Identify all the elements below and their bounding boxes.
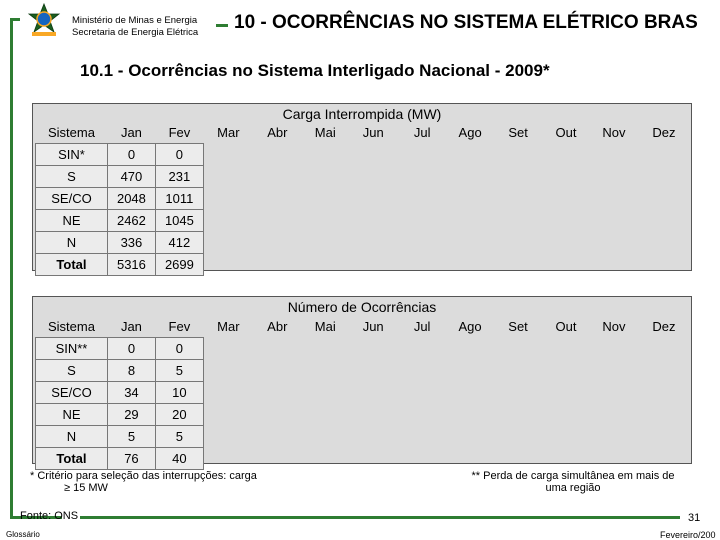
row-label: SE/CO [36, 382, 108, 404]
page-subtitle: 10.1 - Ocorrências no Sistema Interligado Nacional - 2009* [80, 61, 550, 80]
table-grid [35, 122, 689, 276]
cell-jan: 0 [107, 338, 155, 360]
col-header: Ago [458, 125, 482, 141]
table-row [36, 404, 690, 426]
footnote-line-1: ** Perda de carga simultânea em mais de [471, 470, 675, 482]
frame-line-top [10, 18, 20, 21]
cell-jan: 5316 [107, 254, 155, 276]
table-row [36, 188, 690, 210]
cell-fev: 5 [155, 360, 203, 382]
ministry-line-2: Secretaria de Energia Elétrica [72, 27, 199, 38]
row-label: NE [36, 404, 108, 426]
col-header: Jan [120, 319, 142, 334]
ministry-text [72, 15, 198, 39]
footnote-line-1: * Critério para seleção das interrupções: carga [30, 470, 257, 482]
col-header: Set [508, 125, 528, 141]
cell-jan: 34 [107, 382, 155, 404]
cell-jan: 2048 [107, 188, 155, 210]
cell-jan: 5 [107, 426, 155, 448]
table-row [36, 166, 690, 188]
cell-fev: 0 [155, 144, 203, 166]
table-numero-ocorrencias [32, 296, 692, 464]
col-header: Mar [217, 125, 240, 141]
row-label: S [36, 360, 108, 382]
row-label: N [36, 232, 108, 254]
row-label: N [36, 426, 108, 448]
cell-fev: 1045 [155, 210, 203, 232]
table-header-row [36, 122, 690, 144]
col-header: Out [555, 319, 577, 335]
col-header: Nov [602, 125, 626, 141]
page-title: 10 - OCORRÊNCIAS NO SISTEMA ELÉTRICO BRAS [234, 12, 698, 33]
cell-jan: 2462 [107, 210, 155, 232]
table-row [36, 360, 690, 382]
row-label: NE [36, 210, 108, 232]
table-grid [35, 316, 689, 470]
table-row-total [36, 448, 690, 470]
col-header: Jun [362, 319, 384, 335]
row-label: S [36, 166, 108, 188]
table-row-total [36, 254, 690, 276]
cell-fev: 412 [155, 232, 203, 254]
cell-jan: 470 [107, 166, 155, 188]
col-header: Dez [652, 125, 676, 141]
table-caption: Número de Ocorrências [287, 299, 437, 315]
cell-fev: 10 [155, 382, 203, 404]
cell-jan: 76 [107, 448, 155, 470]
table-row [36, 338, 690, 360]
table-header-row [36, 316, 690, 338]
row-label: SIN** [36, 338, 108, 360]
table-row [36, 144, 690, 166]
table-carga-interrompida [32, 103, 692, 271]
col-header: Out [555, 125, 577, 141]
cell-jan: 336 [107, 232, 155, 254]
frame-line-left [10, 18, 13, 518]
table-row [36, 232, 690, 254]
table-row [36, 382, 690, 404]
footnote-criterio [30, 470, 257, 494]
col-header: Nov [602, 319, 626, 335]
col-header: Jan [120, 125, 142, 140]
title-dash [216, 24, 228, 27]
ministry-line-1: Ministério de Minas e Energia [72, 15, 198, 26]
table-row [36, 426, 690, 448]
table-caption: Carga Interrompida (MW) [282, 106, 442, 122]
col-header: Fev [168, 319, 191, 334]
cell-fev: 5 [155, 426, 203, 448]
glossario-link[interactable]: Glossário [6, 530, 40, 539]
row-label: Total [36, 448, 108, 470]
cell-jan: 0 [107, 144, 155, 166]
row-label: SE/CO [36, 188, 108, 210]
col-header: Fev [168, 125, 191, 140]
col-header: Jun [362, 125, 384, 141]
col-header: Mai [314, 125, 336, 141]
col-header: Mai [314, 319, 336, 335]
page-number: 31 [688, 512, 701, 524]
col-header: Sistema [47, 319, 95, 334]
col-header: Abr [267, 125, 288, 141]
col-header: Set [508, 319, 528, 335]
cell-jan: 8 [107, 360, 155, 382]
page-date: Fevereiro/200 [660, 530, 716, 540]
cell-jan: 29 [107, 404, 155, 426]
row-label: Total [36, 254, 108, 276]
col-header: Ago [458, 319, 482, 335]
col-header: Jul [413, 125, 431, 141]
col-header: Jul [413, 319, 431, 335]
col-header: Abr [267, 319, 288, 335]
cell-fev: 0 [155, 338, 203, 360]
footnote-perda-carga [458, 470, 688, 494]
col-header: Sistema [47, 125, 95, 140]
cell-fev: 231 [155, 166, 203, 188]
cell-fev: 40 [155, 448, 203, 470]
col-header: Dez [652, 319, 676, 335]
cell-fev: 20 [155, 404, 203, 426]
footnote-line-2: ≥ 15 MW [64, 482, 108, 494]
cell-fev: 2699 [155, 254, 203, 276]
brazil-coat-of-arms-icon [24, 2, 64, 42]
frame-line-bottom [80, 516, 680, 519]
cell-fev: 1011 [155, 188, 203, 210]
col-header: Mar [217, 319, 240, 335]
footnote-line-2: uma região [545, 482, 601, 494]
source-note: Fonte: ONS [20, 510, 79, 522]
table-row [36, 210, 690, 232]
row-label: SIN* [36, 144, 108, 166]
